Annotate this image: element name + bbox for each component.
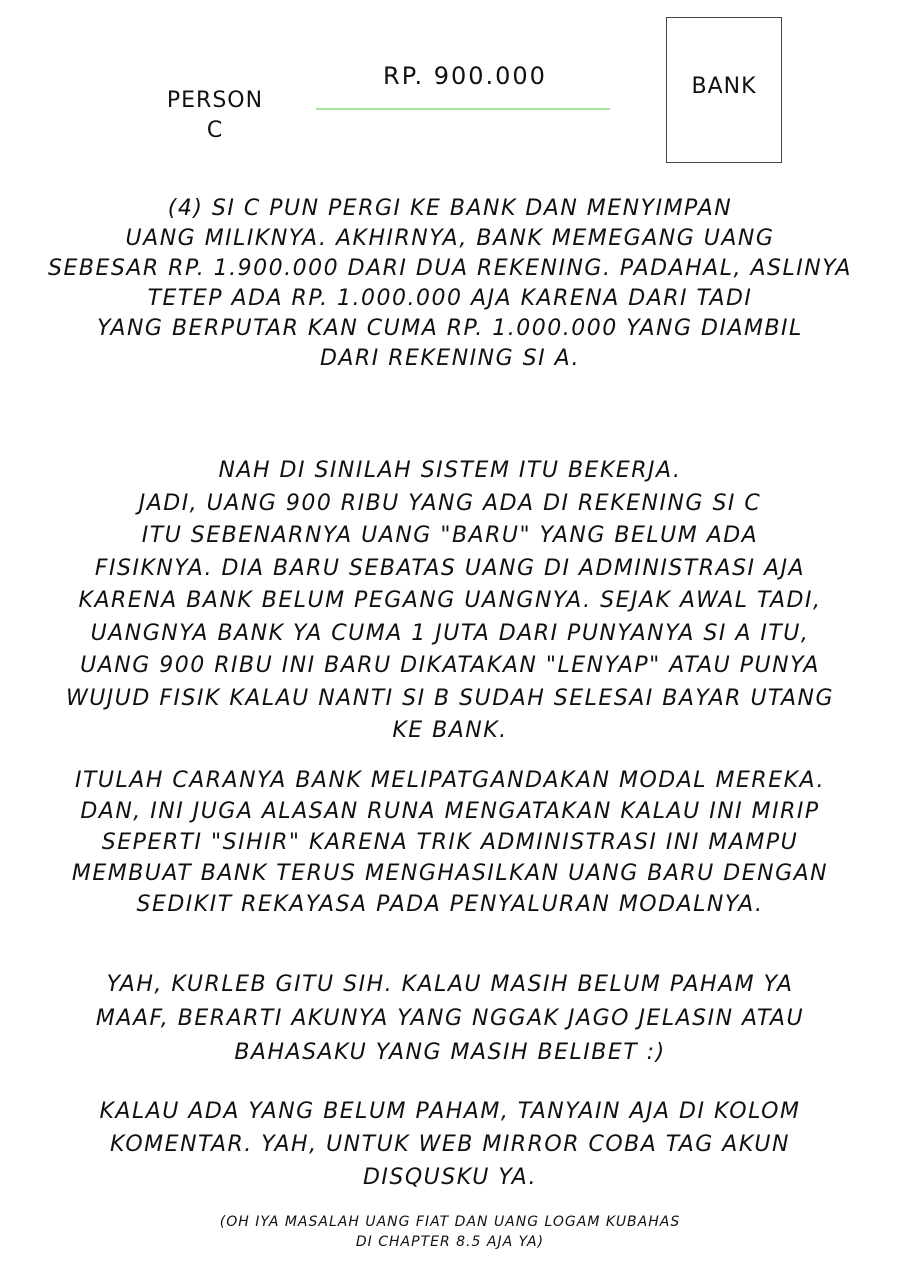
paragraph-apology: [20, 968, 880, 1070]
person-label-line: C: [206, 118, 224, 143]
transfer-line: [316, 108, 610, 110]
person-label-line: PERSON: [166, 88, 264, 113]
text-line: JADI, UANG 900 RIBU YANG ADA DI REKENING SI C: [138, 490, 762, 516]
paragraph-step-4: [20, 194, 880, 374]
text-line: YANG BERPUTAR KAN CUMA RP. 1.000.000 YANG DIAMBIL: [97, 316, 803, 341]
text-line: MEMBUAT BANK TERUS MENGHASILKAN UANG BARU DENGAN: [71, 861, 829, 886]
text-line: UANG MILIKNYA. AKHIRNYA, BANK MEMEGANG UANG: [125, 226, 775, 251]
text-line: SEPERTI "SIHIR" KARENA TRIK ADMINISTRASI INI MAMPU: [101, 830, 799, 855]
text-line: BAHASAKU YANG MASIH BELIBET :): [234, 1040, 666, 1065]
text-line: DAN, INI JUGA ALASAN RUNA MENGATAKAN KALAU INI MIRIP: [80, 799, 820, 824]
footnote-line: DI CHAPTER 8.5 AJA YA): [355, 1234, 545, 1250]
text-line: FISIKNYA. DIA BARU SEBATAS UANG DI ADMINISTRASI AJA: [94, 555, 806, 581]
text-line: SEBESAR RP. 1.900.000 DARI DUA REKENING. PADAHAL, ASLINYA: [48, 256, 852, 281]
transfer-amount: RP. 900.000: [383, 62, 547, 90]
text-line: ITU SEBENARNYA UANG "BARU" YANG BELUM ADA: [141, 523, 759, 548]
text-line: KALAU ADA YANG BELUM PAHAM, TANYAIN AJA DI KOLOM: [99, 1099, 801, 1124]
bank-box: [666, 17, 782, 163]
text-line: TETEP ADA RP. 1.000.000 AJA KARENA DARI TADI: [147, 286, 753, 311]
text-line: NAH DI SINILAH SISTEM ITU BEKERJA.: [218, 458, 682, 483]
text-line: KE BANK.: [392, 718, 508, 743]
text-line: SEDIKIT REKAYASA PADA PENYALURAN MODALNYA.: [136, 892, 764, 917]
text-line: YAH, KURLEB GITU SIH. KALAU MASIH BELUM PAHAM YA: [106, 972, 794, 997]
text-line: KOMENTAR. YAH, UNTUK WEB MIRROR COBA TAG AKUN: [110, 1132, 790, 1157]
text-line: UANG 900 RIBU INI BARU DIKATAKAN "LENYAP" ATAU PUNYA: [80, 653, 820, 678]
paragraph-system-explanation: [20, 455, 880, 748]
text-line: ITULAH CARANYA BANK MELIPATGANDAKAN MODAL MEREKA.: [74, 768, 825, 793]
text-line: UANGNYA BANK YA CUMA 1 JUTA DARI PUNYANYA SI A ITU,: [90, 620, 810, 646]
paragraph-bank-multiplies: [20, 765, 880, 920]
text-line: WUJUD FISIK KALAU NANTI SI B SUDAH SELESAI BAYAR UTANG: [65, 685, 835, 711]
text-line: DISQUSKU YA.: [362, 1165, 538, 1190]
text-line: KARENA BANK BELUM PEGANG UANGNYA. SEJAK AWAL TADI,: [78, 588, 822, 613]
text-line: DARI REKENING SI A.: [319, 346, 581, 371]
paragraph-comments: [20, 1095, 880, 1194]
footnote-line: (OH IYA MASALAH UANG FIAT DAN UANG LOGAM KUBAHAS: [219, 1214, 681, 1230]
text-line: (4) SI C PUN PERGI KE BANK DAN MENYIMPAN: [167, 196, 733, 221]
bank-label: BANK: [691, 74, 757, 99]
person-c-label: [150, 86, 280, 146]
footnote: [20, 1212, 880, 1252]
text-line: MAAF, BERARTI AKUNYA YANG NGGAK JAGO JELASIN ATAU: [95, 1006, 805, 1031]
